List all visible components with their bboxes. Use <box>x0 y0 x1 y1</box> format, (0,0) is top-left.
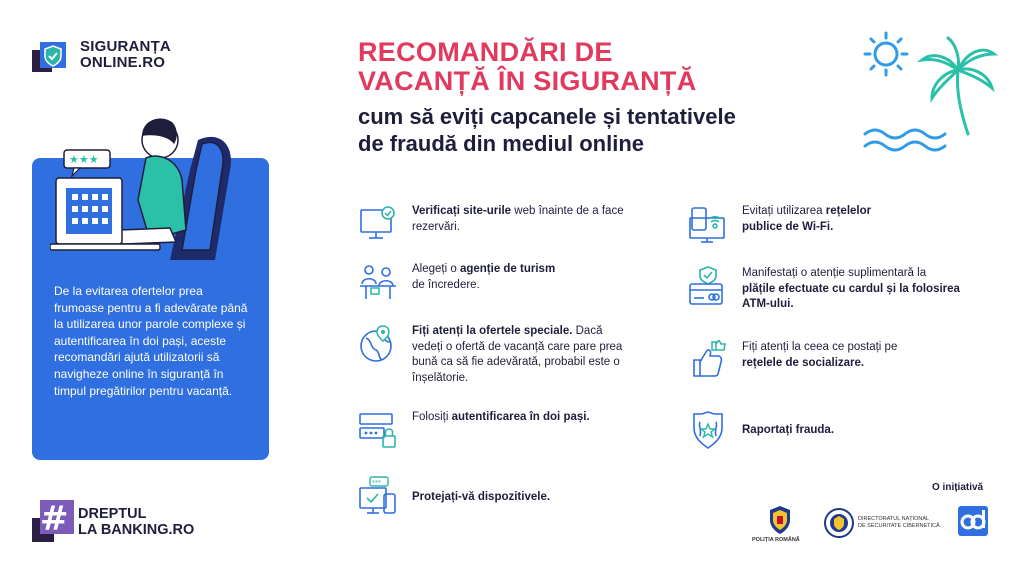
card-shield-icon <box>688 266 728 306</box>
tip-special-offers <box>358 324 658 386</box>
svg-text:#: # <box>40 500 69 539</box>
partner-police-label: POLIȚIA ROMÂNĂ <box>752 537 800 543</box>
tip-report-fraud <box>688 410 988 450</box>
dnsc-seal-icon <box>824 508 854 538</box>
partner-dnsc-label: DIRECTORATUL NAȚIONAL DE SECURITATE CIBERNETICĂ <box>858 516 940 529</box>
sun-palm-beach-icon <box>860 30 1000 160</box>
tip-card-payments <box>688 266 988 313</box>
tip-bold: plățile efectuate cu cardul și la folosirea ATM-ului. <box>742 282 960 310</box>
password-lock-icon <box>358 410 398 450</box>
tip-bold: rețelelor publice de Wi-Fi. <box>742 205 872 233</box>
tip-two-factor <box>358 410 658 450</box>
tip-bold: Fiți atenți la ofertele speciale. <box>412 325 573 337</box>
romanian-police-crest-icon <box>768 506 792 534</box>
tip-bold: Protejați-vă dispozitivele. <box>412 491 551 503</box>
svg-text:***: *** <box>372 479 381 487</box>
travel-agent-icon <box>358 262 398 302</box>
svg-text:★★★: ★★★ <box>69 153 99 166</box>
tip-public-wifi <box>688 204 968 244</box>
tip-bold: autentificarea în doi pași. <box>451 411 590 423</box>
tip-text: Evitați utilizarea <box>742 205 826 217</box>
tip-protect-devices <box>358 476 658 516</box>
tip-text: web înainte de a face rezervări. <box>412 205 624 233</box>
initiative-label: O inițiativă <box>932 482 984 493</box>
intro-text: De la evitarea ofertelor prea frumoase pentru a fi adevărate până la utilizarea unor parole complexe și autentificarea în doi pași, aceste recomandări ajută utilizatorii să navigheze online în siguranță în timpul pregătirilor pentru vacanță. <box>54 284 248 398</box>
tip-bold: Raportați frauda. <box>742 424 835 436</box>
social-likes-icon <box>688 340 728 380</box>
arb-logo-icon <box>958 506 988 540</box>
tip-verify-sites <box>358 204 658 244</box>
brand-logo-text: SIGURANȚA ONLINE.RO <box>80 38 171 71</box>
phone-wifi-icon <box>688 204 728 244</box>
dreptul-la-banking-text: DREPTUL LA BANKING.RO <box>78 506 195 538</box>
tip-social-media <box>688 340 988 380</box>
tip-travel-agency <box>358 262 658 302</box>
globe-location-icon <box>358 324 398 364</box>
tip-text: Dacă vedeți o ofertă de vacanță care pare prea bună ca să fie adevărată, probabil este o înșelătorie. <box>412 325 623 384</box>
traveler-laptop-illustration-icon <box>50 110 260 260</box>
devices-protection-icon <box>358 476 398 516</box>
police-badge-icon <box>688 410 728 450</box>
page-subtitle: cum să eviți capcanele și tentativele de fraudă din mediul online <box>358 104 736 156</box>
tip-text: Fiți atenți la ceea ce postați pe <box>742 341 898 353</box>
tip-text: Manifestați o atenție suplimentară la <box>742 267 927 279</box>
siguranta-online-logo-icon <box>32 38 74 74</box>
tip-text: Alegeți o <box>412 263 460 275</box>
tip-bold: Verificați site-urile <box>412 205 512 217</box>
monitor-check-icon <box>358 204 398 244</box>
page-title: RECOMANDĂRI DE VACANȚĂ ÎN SIGURANȚĂ <box>358 37 697 96</box>
tip-text: de încredere. <box>412 278 480 291</box>
dreptul-la-banking-logo-icon <box>32 500 74 542</box>
tip-bold: agenție de turism <box>459 263 556 275</box>
tip-bold: rețelele de socializare. <box>742 356 865 369</box>
tip-text: Folosiți <box>412 411 452 423</box>
